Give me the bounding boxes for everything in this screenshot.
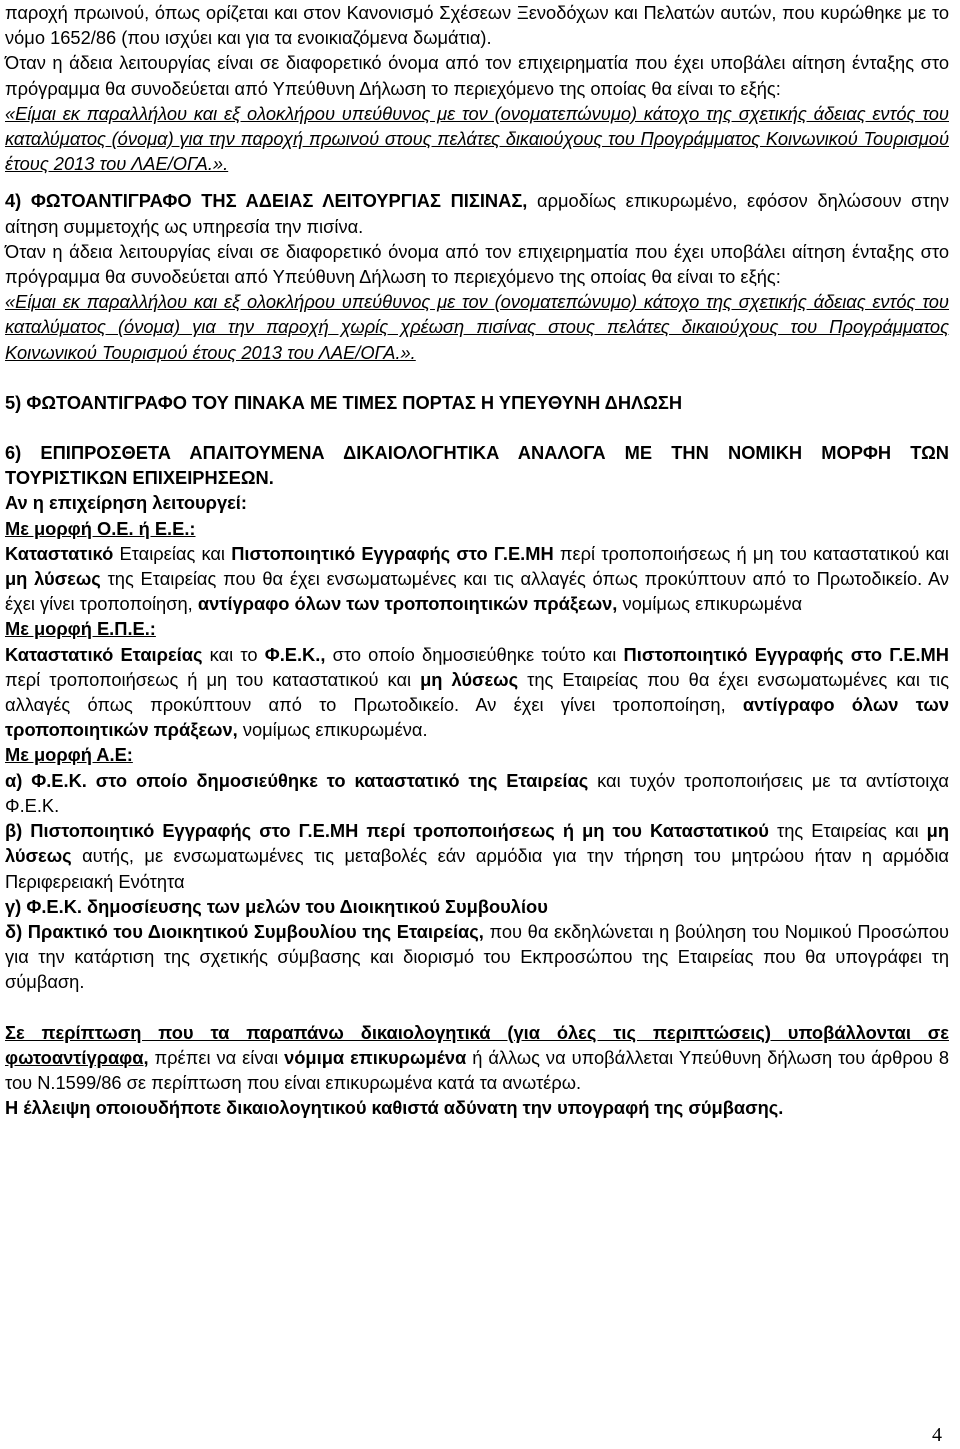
epe-text-8: της Εταιρείας που θα έχει ενσωματωμένες και τις αλλαγές όπως προκύπτουν από το Πρωτοδικείο. Αν έχει γίνει τροποποίηση,	[5, 668, 949, 716]
oe-text-6: της Εταιρείας που θα έχει ενσωματωμένες και τις αλλαγές όπως προκύπτουν από το Πρωτοδικείο. Αν έχει γίνει τροποποίηση,	[5, 568, 950, 615]
epe-text-1: Καταστατικό Εταιρείας	[5, 643, 203, 665]
oe-heading	[5, 516, 949, 541]
ae-item-b	[5, 818, 949, 894]
ae-item-c	[5, 894, 949, 919]
epe-text-9: αντίγραφο όλων των τροποποιητικών πράξεων,	[5, 694, 949, 741]
ae-item-c-bold: γ) Φ.Ε.Κ. δημοσίευσης των μελών του Διοικητικού Συμβουλίου	[5, 895, 548, 917]
section-6-condition-text: Αν η επιχείρηση λειτουργεί:	[5, 492, 247, 514]
oe-text-8: νομίμως επικυρωμένα	[617, 593, 803, 615]
ae-item-d-bold: δ) Πρακτικό του Διοικητικού Συμβουλίου της Εταιρείας,	[5, 920, 484, 942]
final-note-text-1: πρέπει να είναι	[148, 1046, 285, 1068]
section-6-condition	[5, 490, 949, 515]
final-warning-text: Η έλλειψη οποιουδήποτε δικαιολογητικού καθιστά αδύνατη την υπογραφή της σύμβασης.	[5, 1097, 784, 1119]
paragraph-breakfast-end: παροχή πρωινού, όπως ορίζεται και στον Κανονισμό Σχέσεων Ξενοδόχων και Πελατών αυτών, που κυρώθηκε με το νόμο 1652/86 (που ισχύει και για τα ενοικιαζόμενα δωμάτια).	[5, 2, 949, 49]
epe-heading-text: Με μορφή Ε.Π.Ε.:	[5, 618, 156, 640]
ae-heading-text: Με μορφή Α.Ε:	[5, 744, 133, 766]
epe-text-6: περί τροποποιήσεως ή μη του καταστατικού και	[5, 668, 421, 690]
spacer	[5, 995, 949, 1020]
oe-heading-text: Με μορφή Ο.Ε. ή Ε.Ε.:	[5, 517, 196, 539]
epe-heading	[5, 616, 949, 641]
oe-text-7: αντίγραφο όλων των τροποποιητικών πράξεων,	[197, 593, 618, 615]
spacer	[5, 365, 949, 390]
declaration-breakfast: «Είμαι εκ παραλλήλου και εξ ολοκλήρου υπεύθυνος με τον (ονοματεπώνυμο) κάτοχο της σχετικής άδειας εντός του καταλύματος (όνομα) για την παροχή πρωινού στους πελάτες δικαιούχους του Προγράμματος Κοινωνικού Τουρισμού έτους 2013 του ΛΑΕ/ΟΓΑ.».	[5, 102, 949, 175]
ae-item-d-text: που θα εκδηλώνεται η βούληση του Νομικού Προσώπου για την κατάρτιση της σχετικής σύμβασης και διορισμό του Εκπροσώπου της Εταιρείας που θα υπογράφει τη σύμβαση.	[5, 920, 949, 993]
epe-paragraph	[5, 642, 949, 743]
ae-item-b-bold: β) Πιστοποιητικό Εγγραφής στο Γ.Ε.ΜΗ περί τροποποιήσεως ή μη του Καταστατικού	[5, 820, 769, 842]
oe-text-3: Πιστοποιητικό Εγγραφής στο Γ.Ε.ΜΗ	[231, 542, 554, 564]
oe-text-1: Καταστατικό	[5, 542, 114, 564]
oe-text-5: μη λύσεως	[5, 568, 101, 590]
ae-item-b-text-2: αυτής, με ενσωματωμένες τις μεταβολές εάν αρμόδια για την τήρηση του μητρώου ήταν η αρμόδια Περιφερειακή Ενότητα	[5, 845, 949, 892]
paragraph-pool-intro: Όταν η άδεια λειτουργίας είναι σε διαφορετικό όνομα από τον επιχειρηματία που έχει υποβάλει αίτηση ένταξης στο πρόγραμμα θα συνοδεύεται από Υπεύθυνη Δήλωση το περιεχόμενο της οποίας θα είναι το εξής:	[5, 240, 949, 288]
spacer	[5, 415, 949, 440]
ae-item-a-text: και τυχόν τροποποιήσεις με τα αντίστοιχα Φ.Ε.Κ.	[5, 769, 949, 816]
oe-text-4: περί τροποποιήσεως ή μη του καταστατικού και	[553, 542, 949, 564]
section-5-title-text: 5) ΦΩΤΟΑΝΤΙΓΡΑΦΟ ΤΟΥ ΠΙΝΑΚΑ ΜΕ ΤΙΜΕΣ ΠΟΡΤΑΣ Η ΥΠΕΥΘΥΝΗ ΔΗΛΩΣΗ	[5, 391, 683, 413]
epe-text-2: και το	[202, 643, 265, 665]
oe-text-2: Εταιρείας και	[113, 542, 232, 564]
final-warning	[5, 1095, 949, 1120]
section-5-title	[5, 390, 949, 415]
section-6-title	[5, 440, 949, 490]
ae-item-a-bold: α) Φ.Ε.Κ. στο οποίο δημοσιεύθηκε το καταστατικό της Εταιρείας	[5, 769, 589, 791]
ae-item-b-text-1: της Εταιρείας και	[768, 820, 927, 842]
epe-text-4: στο οποίο δημοσιεύθηκε τούτο και	[325, 643, 624, 665]
oe-paragraph	[5, 541, 949, 617]
section-6-title-text: 6) ΕΠΙΠΡΟΣΘΕΤΑ ΑΠΑΙΤΟΥΜΕΝΑ ΔΙΚΑΙΟΛΟΓΗΤΙΚΑ ΑΝΑΛΟΓΑ ΜΕ ΤΗΝ ΝΟΜΙΚΗ ΜΟΡΦΗ ΤΩΝ ΤΟΥΡΙΣΤΙΚΩΝ ΕΠΙΧΕΙΡΗΣΕΩΝ.	[5, 442, 949, 489]
paragraph-breakfast-intro: Όταν η άδεια λειτουργίας είναι σε διαφορετικό όνομα από τον επιχειρηματία που έχει υποβάλει αίτηση ένταξης στο πρόγραμμα θα συνοδεύεται από Υπεύθυνη Δήλωση το περιεχόμενο της οποίας θα είναι το εξής:	[5, 52, 949, 99]
section-4	[5, 188, 949, 238]
ae-heading	[5, 742, 949, 767]
epe-text-10: νομίμως επικυρωμένα.	[237, 719, 428, 741]
final-note-underlined: Σε περίπτωση που τα παραπάνω δικαιολογητικά (για όλες τις περιπτώσεις) υποβάλλονται σε φωτοαντίγραφα,	[5, 1021, 949, 1068]
final-note-text-2: ή άλλως να υποβάλλεται Υπεύθυνη δήλωση του άρθρου 8 του Ν.1599/86 σε περίπτωση που είναι επικυρωμένα κατά τα ανωτέρω.	[5, 1046, 949, 1093]
document-page	[5, 0, 949, 1120]
section-4-title: 4) ΦΩΤΟΑΝΤΙΓΡΑΦΟ ΤΗΣ ΑΔΕΙΑΣ ΛΕΙΤΟΥΡΓΙΑΣ ΠΙΣΙΝΑΣ,	[5, 190, 528, 212]
ae-item-b-bold-2: μη λύσεως	[5, 820, 949, 867]
epe-text-3: Φ.Ε.Κ.,	[264, 643, 326, 665]
section-4-text: αρμοδίως επικυρωμένο, εφόσον δηλώσουν στην αίτηση συμμετοχής ως υπηρεσία την πισίνα.	[5, 190, 949, 237]
epe-text-5: Πιστοποιητικό Εγγραφής στο Γ.Ε.ΜΗ	[623, 643, 949, 665]
page-number: 4	[932, 1424, 942, 1446]
epe-text-7: μη λύσεως	[420, 668, 519, 690]
declaration-pool: «Είμαι εκ παραλλήλου και εξ ολοκλήρου υπεύθυνος με τον (ονοματεπώνυμο) κάτοχο της σχετικής άδειας εντός του καταλύματος (όνομα) για την παροχή χωρίς χρέωση πισίνας στους πελάτες δικαιούχους του Προγράμματος Κοινωνικού Τουρισμού έτους 2013 του ΛΑΕ/ΟΓΑ.».	[5, 291, 949, 363]
spacer	[5, 176, 949, 188]
final-note	[5, 1020, 949, 1096]
ae-item-a	[5, 768, 949, 818]
ae-item-d	[5, 919, 949, 995]
final-note-bold: νόμιμα επικυρωμένα	[284, 1046, 467, 1068]
